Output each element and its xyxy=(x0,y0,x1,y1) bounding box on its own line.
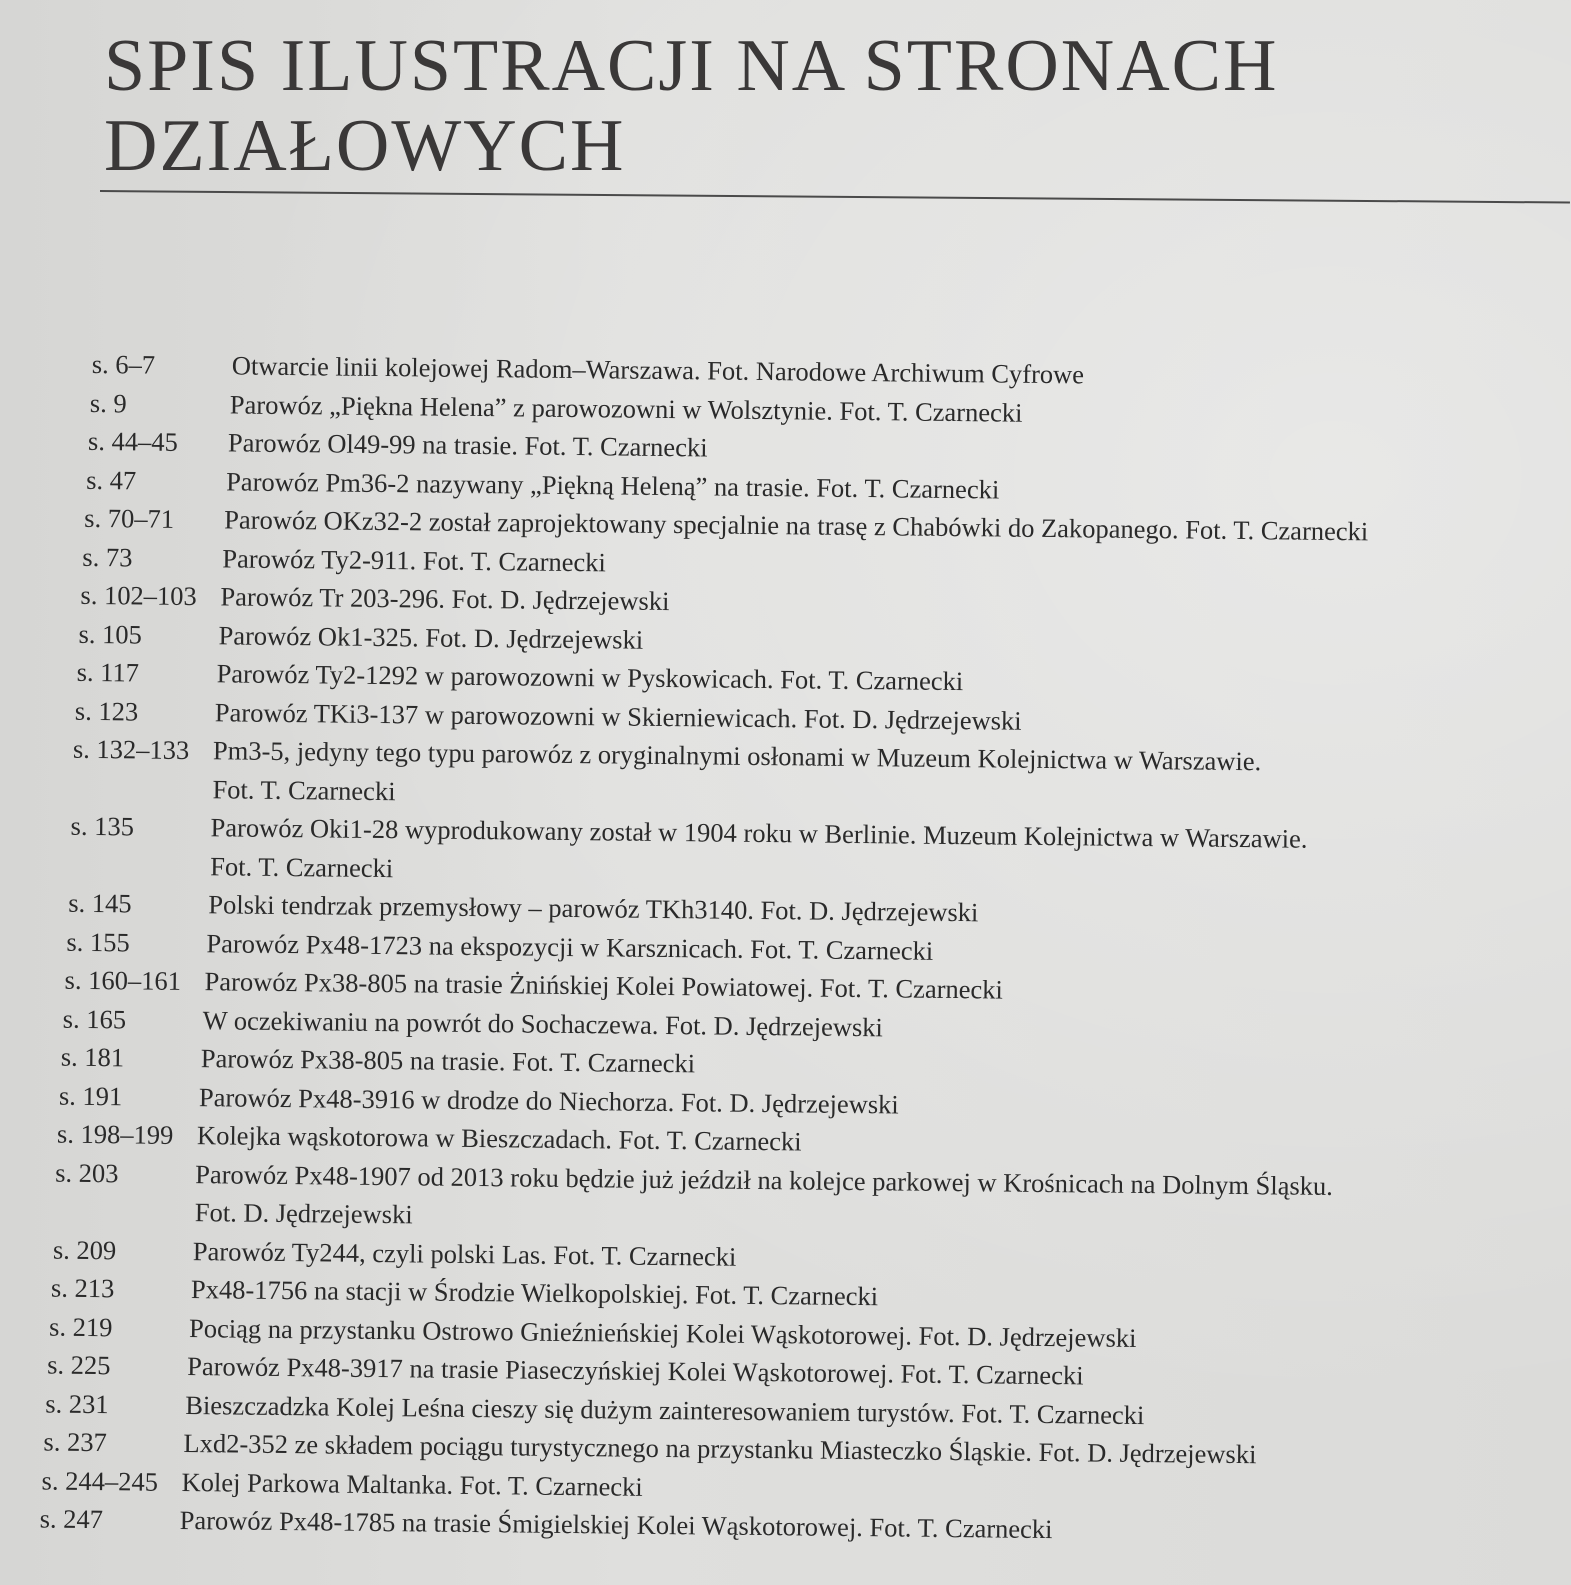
caption-line: Polski tendrzak przemysłowy – parowóz TKh3140. Fot. D. Jędrzejewski xyxy=(208,889,979,928)
caption-line: Bieszczadzka Kolej Leśna cieszy się dużym zainteresowaniem turystów. Fot. T. Czarnecki xyxy=(185,1389,1145,1430)
caption-line: Pociąg na przystanku Ostrowo Gnieźnieńskiej Kolei Wąskotorowej. Fot. D. Jędrzejewski xyxy=(188,1312,1137,1353)
illustration-caption xyxy=(212,731,1556,822)
page-reference: s. 102–103 xyxy=(80,579,197,612)
caption-line: Parowóz Ty2-1292 w parowozowni w Pyskowicach. Fot. T. Czarnecki xyxy=(216,658,964,697)
page-reference: s. 73 xyxy=(82,541,133,572)
caption-line: Parowóz Px48-1723 na ekspozycji w Karsznicach. Fot. T. Czarnecki xyxy=(206,927,934,966)
caption-line: Parowóz Px48-3916 w drodze do Niechorza. Fot. D. Jędrzejewski xyxy=(198,1081,899,1119)
caption-line: Parowóz Oki1-28 wyprodukowany został w 1904 roku w Berlinie. Muzeum Kolejnictwa w Warszawie. xyxy=(210,812,1308,854)
page-reference: s. 47 xyxy=(86,464,137,495)
caption-line: Parowóz OKz32-2 został zaprojektowany specjalnie na trasę z Chabówki do Zakopanego. Fot. T. Czarnecki xyxy=(224,504,1369,547)
caption-line: Fot. T. Czarnecki xyxy=(212,773,396,806)
page-reference: s. 181 xyxy=(60,1041,125,1073)
page-reference: s. 9 xyxy=(89,387,127,418)
page-reference: s. 165 xyxy=(62,1003,127,1034)
page-reference: s. 219 xyxy=(48,1311,113,1342)
page-reference: s. 132–133 xyxy=(72,733,190,766)
caption-line: Otwarcie linii kolejowej Radom–Warszawa. Fot. Narodowe Archiwum Cyfrowe xyxy=(231,350,1085,390)
caption-line: Parowóz TKi3-137 w parowozowni w Skierniewicach. Fot. D. Jędrzejewski xyxy=(214,696,1022,736)
page-reference: s. 44–45 xyxy=(87,425,178,457)
caption-line: Fot. T. Czarnecki xyxy=(210,850,394,883)
caption-line: Fot. D. Jędrzejewski xyxy=(194,1197,413,1230)
page-reference: s. 198–199 xyxy=(56,1118,174,1150)
page-reference: s. 6–7 xyxy=(91,348,156,380)
page-reference: s. 155 xyxy=(66,926,130,957)
caption-line: Px48-1756 na stacji w Środzie Wielkopolskiej. Fot. T. Czarnecki xyxy=(190,1274,879,1312)
page-reference: s. 244–245 xyxy=(41,1464,159,1497)
caption-line: Parowóz Px48-1785 na trasie Śmigielskiej Kolei Wąskotorowej. Fot. T. Czarnecki xyxy=(179,1504,1053,1545)
page-reference: s. 145 xyxy=(68,887,132,919)
title-divider xyxy=(100,190,1570,204)
illustration-caption xyxy=(210,808,1555,899)
caption-line: Parowóz Px38-805 na trasie. Fot. T. Czarnecki xyxy=(200,1043,696,1079)
page-reference: s. 135 xyxy=(70,810,135,842)
page-reference: s. 105 xyxy=(78,618,143,650)
caption-line: Parowóz Ty2-911. Fot. T. Czarnecki xyxy=(222,542,607,577)
page-reference: s. 225 xyxy=(47,1349,111,1381)
page-reference: s. 247 xyxy=(39,1503,104,1535)
page-reference: s. 203 xyxy=(55,1157,119,1188)
caption-line: Kolejka wąskotorowa w Bieszczadach. Fot. T. Czarnecki xyxy=(196,1120,802,1157)
page-reference: s. 160–161 xyxy=(64,964,182,996)
caption-line: Parowóz Px48-3917 na trasie Piaseczyńskiej Kolei Wąskotorowej. Fot. T. Czarnecki xyxy=(187,1351,1084,1391)
page-title xyxy=(104,26,1278,186)
caption-line: Parowóz „Piękna Helena” z parowozowni w Wolsztynie. Fot. T. Czarnecki xyxy=(229,388,1023,428)
page-reference: s. 123 xyxy=(74,695,139,726)
caption-line: Parowóz Px38-805 na trasie Żnińskiej Kolei Powiatowej. Fot. T. Czarnecki xyxy=(204,966,1004,1005)
caption-line: Parowóz Ok1-325. Fot. D. Jędrzejewski xyxy=(218,619,644,655)
caption-line: Parowóz Px48-1907 od 2013 roku będzie już jeździł na kolejce parkowej w Krośnicach na Dolnym Śląsku. xyxy=(195,1158,1334,1201)
caption-line: Parowóz Ol49-99 na trasie. Fot. T. Czarnecki xyxy=(227,427,708,463)
page-title-line1: SPIS ILUSTRACJI NA STRONACH xyxy=(104,25,1279,107)
caption-line: Parowóz Ty244, czyli polski Las. Fot. T. Czarnecki xyxy=(192,1235,737,1272)
caption-line: Pm3-5, jedyny tego typu parowóz z oryginalnymi osłonami w Muzeum Kolejnictwa w Warszawie. xyxy=(212,735,1262,777)
page-reference: s. 117 xyxy=(76,656,140,688)
page-reference: s. 231 xyxy=(45,1388,109,1419)
caption-line: W oczekiwaniu na powrót do Sochaczewa. Fot. D. Jędrzejewski xyxy=(202,1004,884,1042)
page-reference: s. 237 xyxy=(43,1426,107,1458)
caption-line: Kolej Parkowa Maltanka. Fot. T. Czarnecki xyxy=(181,1466,643,1502)
illustration-caption xyxy=(195,1155,1552,1246)
caption-line: Lxd2-352 ze składem pociągu turystycznego na przystanku Miasteczko Śląskie. Fot. D. Jędrzejewski xyxy=(183,1427,1257,1470)
page-reference: s. 209 xyxy=(52,1234,117,1265)
page-reference: s. 213 xyxy=(50,1272,115,1304)
page-title-line2: DZIAŁOWYCH xyxy=(104,105,626,187)
illustration-list xyxy=(0,344,1560,1554)
caption-line: Parowóz Tr 203-296. Fot. D. Jędrzejewski xyxy=(220,581,670,617)
caption-line: Parowóz Pm36-2 nazywany „Piękną Heleną” na trasie. Fot. T. Czarnecki xyxy=(226,465,1000,504)
page-reference: s. 191 xyxy=(58,1080,123,1111)
page-reference: s. 70–71 xyxy=(84,502,175,534)
